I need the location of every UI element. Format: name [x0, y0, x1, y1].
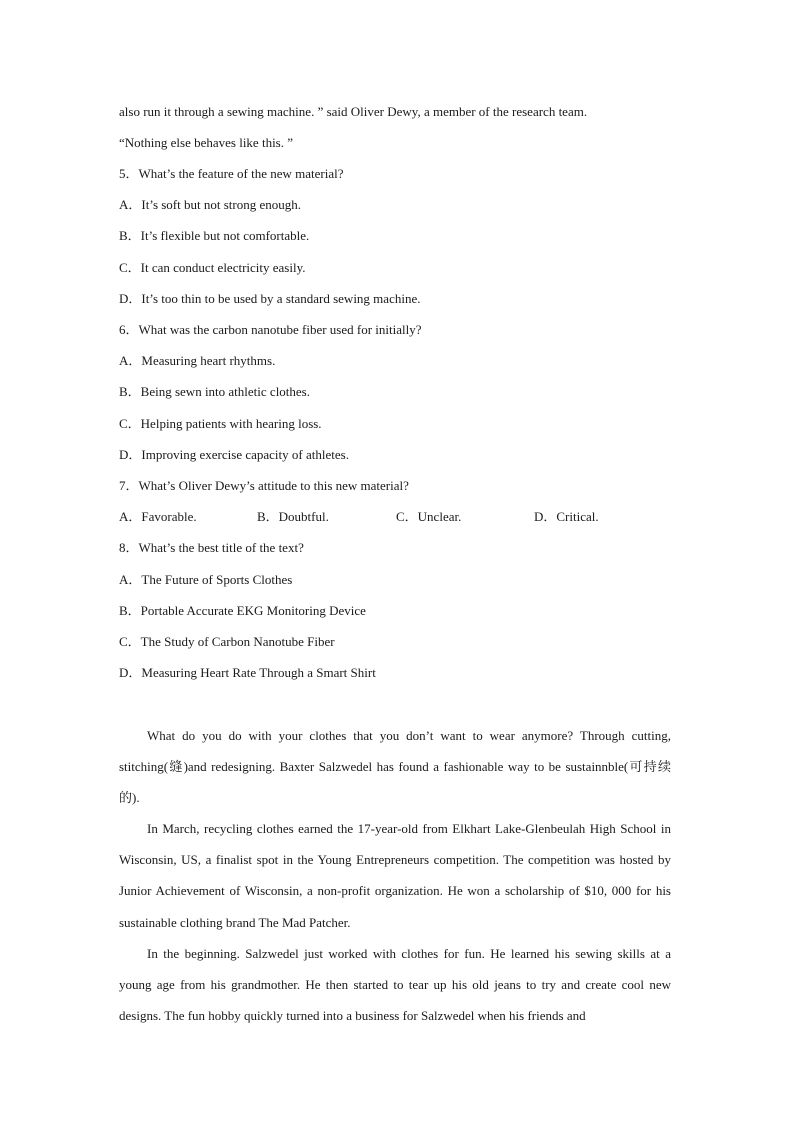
intro-line-1: also run it through a sewing machine. ” said Oliver Dewy, a member of the research team.: [119, 104, 588, 119]
question-6-option-a: A．Measuring heart rhythms.: [119, 353, 276, 368]
question-6-stem: 6．What was the carbon nanotube fiber used for initially?: [119, 322, 422, 337]
question-8-stem: 8．What’s the best title of the text?: [119, 540, 304, 555]
passage-paragraph-2: In March, recycling clothes earned the 17-year-old from Elkhart Lake-Glenbeulah High School in Wisconsin, US, a finalist spot in the Young Entrepreneurs competition. The competition was hosted by Junior Achievement of Wisconsin, a non-profit organization. He won a scholarship of $10, 000 for his sustainable clothing brand The Mad Patcher.: [119, 821, 671, 930]
question-5-option-d: D．It’s too thin to be used by a standard sewing machine.: [119, 291, 421, 306]
question-7-option-d: D．Critical.: [534, 509, 599, 524]
question-6-option-d: D．Improving exercise capacity of athletes.: [119, 447, 349, 462]
question-5-option-b: B．It’s flexible but not comfortable.: [119, 228, 310, 243]
question-8-option-d: D．Measuring Heart Rate Through a Smart Shirt: [119, 665, 376, 680]
question-6-option-b: B．Being sewn into athletic clothes.: [119, 384, 310, 399]
question-5-option-c: C．It can conduct electricity easily.: [119, 260, 306, 275]
question-5-option-a: A．It’s soft but not strong enough.: [119, 197, 301, 212]
intro-line-2: “Nothing else behaves like this. ”: [119, 135, 294, 150]
question-7-option-c: C．Unclear.: [396, 509, 462, 524]
question-8-option-b: B．Portable Accurate EKG Monitoring Device: [119, 603, 366, 618]
passage-paragraph-3: In the beginning. Salzwedel just worked with clothes for fun. He learned his sewing skills at a young age from his grandmother. He then started to tear up his old jeans to try and create cool new designs. The fun hobby quickly turned into a business for Salzwedel when his friends and: [119, 946, 671, 1024]
question-8-option-c: C．The Study of Carbon Nanotube Fiber: [119, 634, 335, 649]
passage-paragraph-1: What do you do with your clothes that you don’t want to wear anymore? Through cutting, stitching(缝)and redesigning. Baxter Salzwedel has found a fashionable way to be sustainnble(可持续的).: [119, 728, 671, 806]
question-5-stem: 5．What’s the feature of the new material?: [119, 166, 344, 181]
question-6-option-c: C．Helping patients with hearing loss.: [119, 416, 322, 431]
question-8-option-a: A．The Future of Sports Clothes: [119, 572, 293, 587]
question-7-options: [119, 507, 679, 527]
question-7-option-a: A．Favorable.: [119, 509, 197, 524]
question-7-stem: 7．What’s Oliver Dewy’s attitude to this new material?: [119, 478, 409, 493]
question-7-option-b: B．Doubtful.: [257, 509, 329, 524]
